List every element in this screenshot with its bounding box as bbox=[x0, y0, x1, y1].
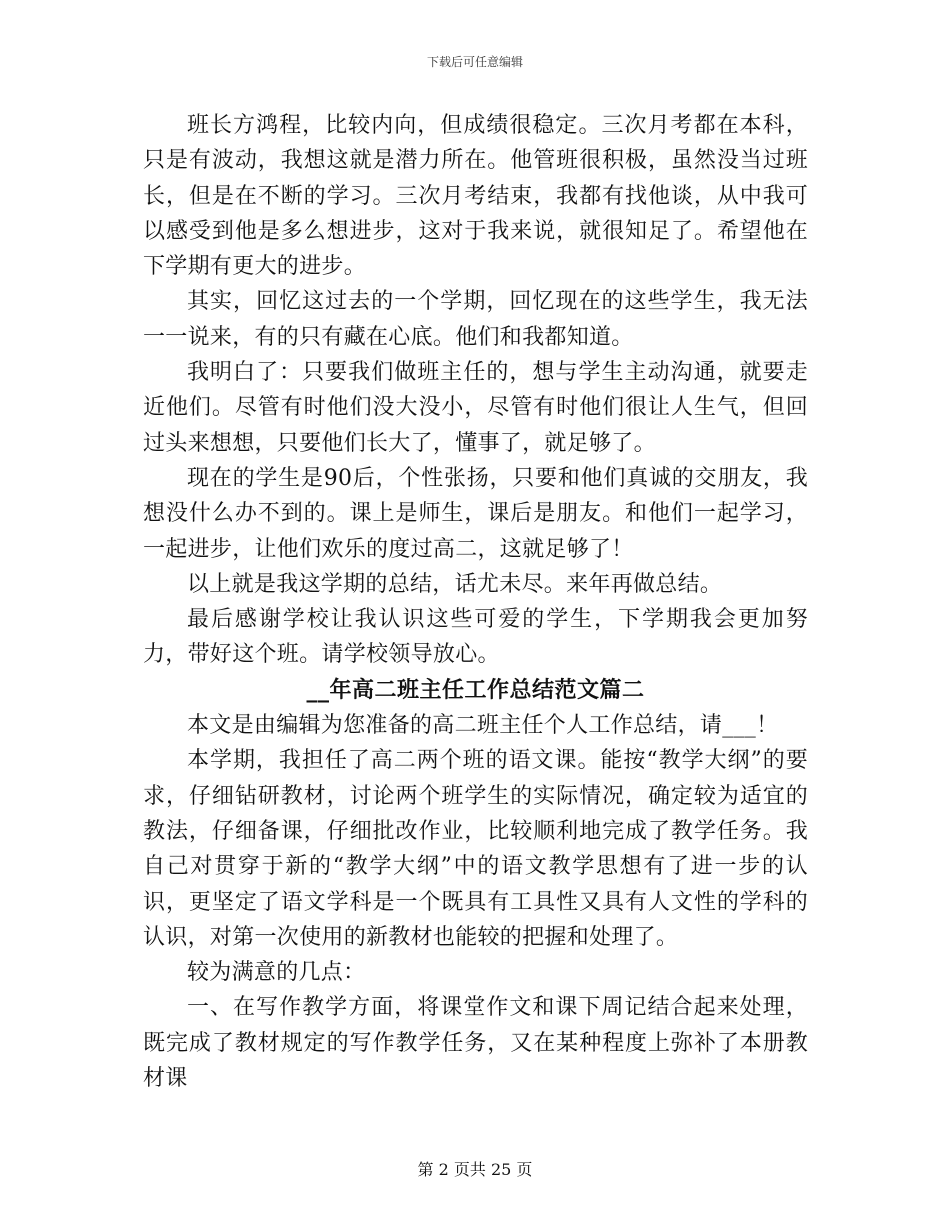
paragraph: 本学期，我担任了高二两个班的语文课。能按“教学大纲”的要求，仔细钻研教材，讨论两个班学生的实际情况，确定较为适宜的教法，仔细备课，仔细批改作业，比较顺利地完成了教学任务。我自己对贯穿于新的“教学大纲”中的语文教学思想有了进一步的认识，更坚定了语文学科是一个既具有工具性又具有人文性的学科的认识，对第一次使用的新教材也能较的把握和处理了。 bbox=[143, 748, 808, 950]
paragraph: 班长方鸿程，比较内向，但成绩很稳定。三次月考都在本科，只是有波动，我想这就是潜力所在。他管班很积极，虽然没当过班长，但是在不断的学习。三次月考结束，我都有找他谈，从中我可以感受到他是多么想进步，这对于我来说，就很知足了。希望他在下学期有更大的进步。 bbox=[143, 113, 808, 280]
paragraph: 我明白了：只要我们做班主任的，想与学生主动沟通，就要走近他们。尽管有时他们没大没小，尽管有时他们很让人生气，但回过头来想想，只要他们长大了，懂事了，就足够了。 bbox=[143, 360, 808, 456]
paragraph: 较为满意的几点： bbox=[187, 960, 366, 986]
paragraph: 最后感谢学校让我认识这些可爱的学生，下学期我会更加努力，带好这个班。请学校领导放心。 bbox=[143, 607, 808, 668]
section-heading: __年高二班主任工作总结范文篇二 bbox=[306, 676, 645, 703]
paragraph: 一、在写作教学方面，将课堂作文和课下周记结合起来处理，既完成了教材规定的写作教学任务，又在某种程度上弥补了本册教材课 bbox=[143, 995, 808, 1092]
paragraph: 其实，回忆这过去的一个学期，回忆现在的这些学生，我无法一一说来，有的只有藏在心底。他们和我都知道。 bbox=[143, 289, 808, 350]
paragraph: 现在的学生是90后，个性张扬，只要和他们真诚的交朋友，我想没什么办不到的。课上是师生，课后是朋友。和他们一起学习，一起进步，让他们欢乐的度过高二，这就足够了！ bbox=[143, 465, 808, 562]
page-number: 第 2 页共 25 页 bbox=[417, 1160, 533, 1179]
page-header-note: 下载后可任意编辑 bbox=[426, 55, 523, 69]
document-body bbox=[143, 108, 808, 1096]
paragraph: 以上就是我这学期的总结，话尤未尽。来年再做总结。 bbox=[187, 571, 723, 597]
paragraph: 本文是由编辑为您准备的高二班主任个人工作总结，请___！ bbox=[187, 713, 779, 739]
